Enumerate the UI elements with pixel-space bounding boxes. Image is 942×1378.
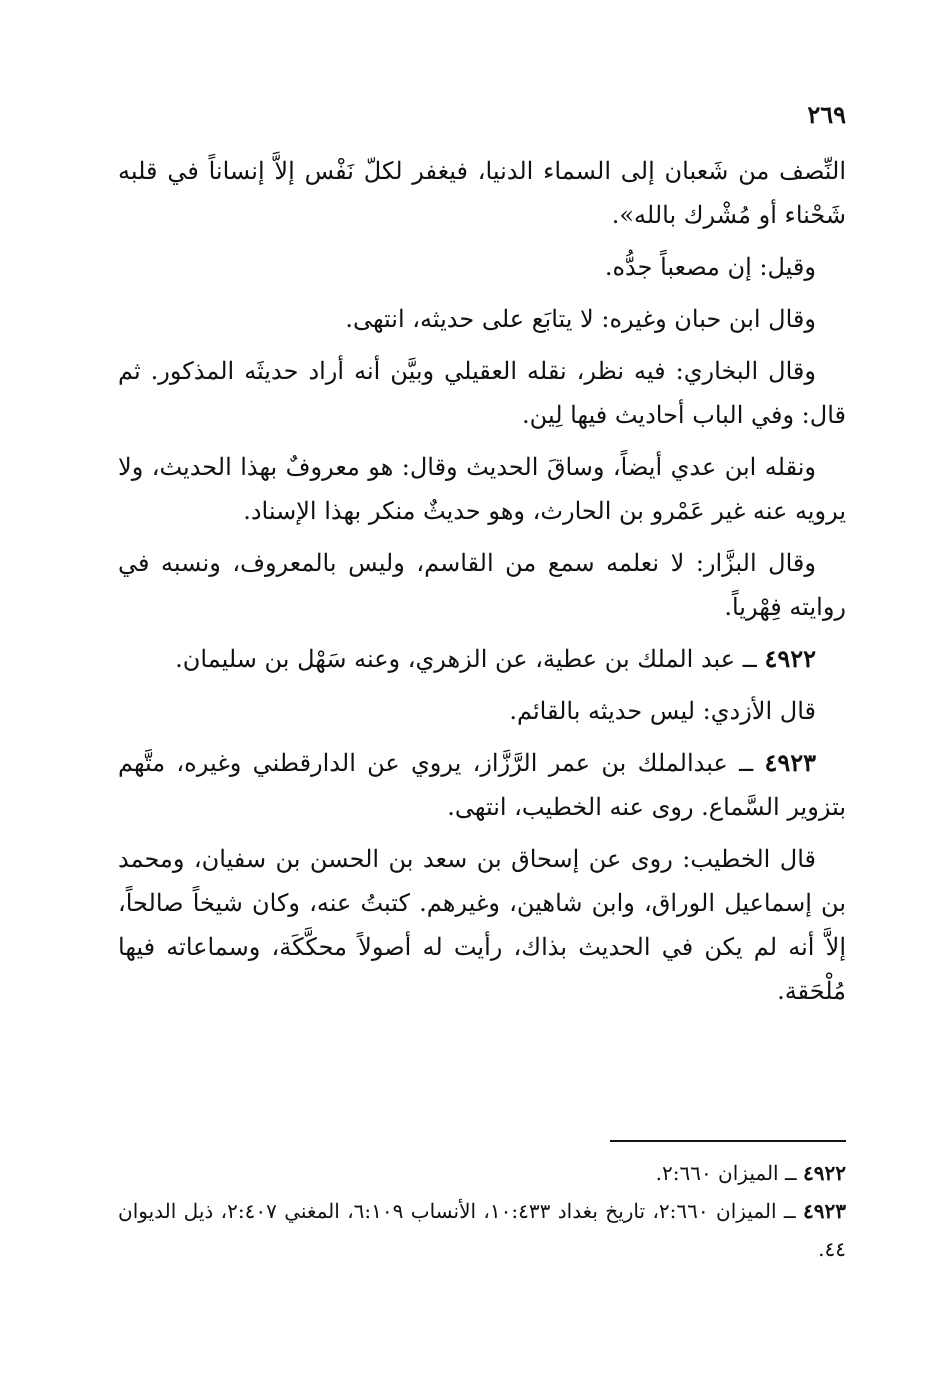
footnote-4923: [118, 1192, 846, 1268]
paragraph-5: [118, 445, 846, 533]
footnote-text: ــ الميزان ٢:٦٦٠.: [655, 1161, 804, 1185]
paragraph-10: [118, 837, 846, 1013]
paragraph-text: النِّصف من شَعبان إلى السماء الدنيا، فيغفر لكلّ نَفْس إلاَّ إنساناً في قلبه شَحْناء أو مُشْرك بالله».: [118, 157, 846, 229]
entry-4922: [118, 637, 846, 681]
page-body: [118, 95, 846, 1021]
footnote-number: ٤٩٢٣: [803, 1199, 846, 1223]
footnotes: [118, 1140, 846, 1268]
entry-number: ٤٩٢٣: [764, 748, 816, 777]
paragraph-text: قال الخطيب: روى عن إسحاق بن سعد بن الحسن بن سفيان، ومحمد بن إسماعيل الوراق، وابن شاهين، وغيرهم. كتبتُ عنه، وكان شيخاً صالحاً، إلاَّ أنه لم يكن في الحديث بذاك، رأيت له أصولاً محكَّكَة، وسماعاته فيها مُلْحَقة.: [118, 845, 846, 1005]
entry-number: ٤٩٢٢: [764, 644, 816, 673]
paragraph-3: [118, 297, 846, 341]
paragraph-text: وقيل: إن مصعباً جدُّه.: [604, 253, 816, 281]
paragraph-1: [118, 149, 846, 237]
footnote-divider: [610, 1140, 846, 1142]
footnote-4922: [118, 1154, 846, 1192]
entry-4923: [118, 741, 846, 829]
paragraph-4: [118, 349, 846, 437]
paragraph-text: وقال البخاري: فيه نظر، نقله العقيلي وبيَّن أنه أراد حديثَه المذكور. ثم قال: وفي الباب أحاديث فيها لِين.: [118, 357, 846, 429]
paragraph-text: ونقله ابن عدي أيضاً، وساقَ الحديث وقال: هو معروفٌ بهذا الحديث، ولا يرويه عنه غير عَمْرو بن الحارث، وهو حديثٌ منكر بهذا الإسناد.: [118, 453, 846, 525]
footnote-text: ــ الميزان ٢:٦٦٠، تاريخ بغداد ١٠:٤٣٣، الأنساب ٦:١٠٩، المغني ٢:٤٠٧، ذيل الديوان ٤٤.: [118, 1199, 846, 1261]
footnote-number: ٤٩٢٢: [803, 1161, 846, 1185]
paragraph-6: [118, 541, 846, 629]
paragraph-text: وقال ابن حبان وغيره: لا يتابَع على حديثه، انتهى.: [345, 305, 816, 333]
page-number: ٢٦٩: [807, 100, 846, 129]
paragraph-8: [118, 689, 846, 733]
paragraph-text: قال الأزدي: ليس حديثه بالقائم.: [509, 697, 816, 725]
paragraph-text: وقال البزَّار: لا نعلمه سمع من القاسم، وليس بالمعروف، ونسبه في روايته فِهْرياً.: [118, 549, 846, 621]
paragraph-2: [118, 245, 846, 289]
entry-text: ــ عبدالملك بن عمر الرَّزَّاز، يروي عن الدارقطني وغيره، متَّهم بتزوير السَّماع. روى عنه الخطيب، انتهى.: [118, 749, 846, 821]
entry-text: ــ عبد الملك بن عطية، عن الزهري، وعنه سَهْل بن سليمان.: [175, 645, 765, 673]
